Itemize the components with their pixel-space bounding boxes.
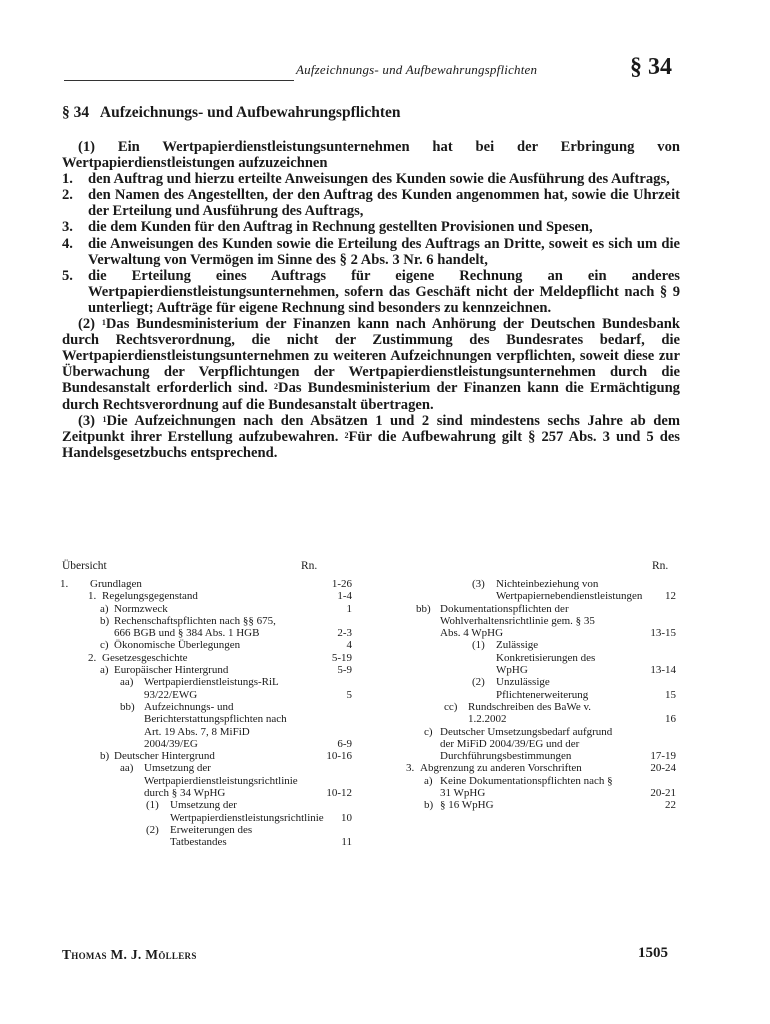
running-head-title: Aufzeichnungs- und Aufbewahrungspflichten	[296, 62, 538, 77]
para2: (2) $^1$Das Bundesministerium der Finanzen kann nach Anhörung der Deutschen Bundesbank durch Rechtsverordnung, die nicht der Zustimmung des Bundesrates bedarf, die Wertpapierdienstleistungsunternehmen zu weiteren Aufzeichnungen verpflichten, soweit diese zur Überwachung der Verpflichtungen der Wertpapierdienstleistungsunternehmen durch die Bundesanstalt erforderlich sind. $^2$Das Bundesministerium der Finanzen kann die Ermächtigung durch Rechtsverordnung auf die Bundesanstalt übertragen.	[62, 316, 680, 413]
toc-entry: b) Deutscher Hintergrund 10-16	[100, 750, 352, 763]
overview-left-column	[62, 578, 352, 849]
toc-entry: a) Normzweck 1	[100, 602, 352, 615]
toc-entry: 3. Abgrenzung zu anderen Vorschriften 20-24	[406, 762, 676, 775]
rn-label-left: Rn.	[301, 560, 318, 572]
list-item: 1. den Auftrag und hierzu erteilte Anweisungen des Kunden sowie die Ausführung des Auftrags,	[62, 171, 670, 188]
section-title	[62, 104, 401, 122]
list-item: 3. die dem Kunden für den Auftrag in Rechnung gestellten Provisionen und Spesen,	[62, 219, 593, 236]
statute-text	[62, 139, 680, 461]
toc-entry: (1) Zulässige Konkretisierungen des WpHG 13-14	[472, 639, 676, 677]
para1-intro: (1) Ein Wertpapierdienstleistungsunternehmen hat bei der Erbringung von Wertpapierdienstleistungen aufzuzeichnen	[62, 139, 680, 172]
toc-entry: 1. Regelungsgegenstand 1-4	[88, 590, 352, 603]
toc-entry: aa) Umsetzung der Wertpapierdienstleistungsrichtlinie durch § 34 WpHG 10-12	[120, 762, 352, 800]
page-number: 1505	[638, 945, 668, 961]
toc-entry: 1. Grundlagen 1-26	[60, 578, 352, 590]
author-name: Thomas M. J. Möllers	[62, 947, 197, 962]
toc-entry: (1) Umsetzung der Wertpapierdienstleistungsrichtlinie 10	[146, 799, 352, 824]
overview-right-column	[406, 578, 676, 812]
rn-label-right: Rn.	[652, 560, 669, 572]
para3: (3) $^1$Die Aufzeichnungen nach den Absätzen 1 und 2 sind mindestens sechs Jahre ab dem Zeitpunkt ihrer Erstellung aufzubewahren. $^2$Für die Aufbewahrung gilt § 257 Abs. 3 und 5 des Handelsgesetzbuchs entsprechend.	[62, 412, 680, 461]
overview-heading: Übersicht	[62, 560, 107, 572]
list-item: 2. den Namen des Angestellten, der den Auftrag des Kunden angenommen hat, sowie die Uhrzeit der Erteilung und Ausführung des Auftrags,	[62, 187, 680, 220]
toc-entry: c) Ökonomische Überlegungen 4	[100, 639, 352, 652]
section-number: § 34	[62, 104, 90, 121]
list-item: 5. die Erteilung eines Auftrags für eigene Rechnung an ein anderes Wertpapierdienstleistungsunternehmen, sofern das Geschäft nicht der Meldepflicht nach § 9 unterliegt; Aufträge für eigene Rechnung sind besonders zu kennzeichnen.	[62, 267, 680, 316]
toc-entry: (2) Erweiterungen des Tatbestandes 11	[146, 823, 352, 849]
list-item: 4. die Anweisungen des Kunden sowie die Erteilung des Auftrags an Dritte, soweit es sich um die Verwaltung von Vermögen im Sinne des § 2 Abs. 3 Nr. 6 handelt,	[62, 235, 680, 268]
toc-entry: bb) Dokumentationspflichten der Wohlverhaltensrichtlinie gem. § 35 Abs. 4 WpHG 13-15	[416, 602, 676, 640]
header-rule	[64, 80, 294, 81]
toc-entry: cc) Rundschreiben des BaWe v. 1.2.2002 16	[444, 700, 676, 726]
toc-entry: a) Europäischer Hintergrund 5-9	[100, 664, 352, 677]
toc-entry: aa) Wertpapierdienstleistungs-RiL 93/22/EWG 5	[120, 676, 352, 701]
section-heading: Aufzeichnungs- und Aufbewahrungspflichten	[99, 104, 401, 121]
toc-entry: (3) Nichteinbeziehung von Wertpapiernebendienstleistungen 12	[472, 578, 676, 603]
toc-entry: b) § 16 WpHG 22	[424, 799, 676, 812]
toc-entry: bb) Aufzeichnungs- und Berichterstattungspflichten nach Art. 19 Abs. 7, 8 MiFiD 2004/39/EG 6-9	[120, 700, 352, 750]
toc-entry: b) Rechenschaftspflichten nach §§ 675, 666 BGB und § 384 Abs. 1 HGB 2-3	[100, 614, 352, 640]
toc-entry: c) Deutscher Umsetzungsbedarf aufgrund der MiFiD 2004/39/EG und der Durchführungsbestimmungen 17-19	[424, 725, 676, 763]
running-head-section: § 34	[630, 54, 672, 80]
toc-entry: (2) Unzulässige Pflichtenerweiterung 15	[472, 676, 676, 701]
toc-entry: a) Keine Dokumentationspflichten nach § 31 WpHG 20-21	[424, 774, 676, 800]
toc-entry: 2. Gesetzesgeschichte 5-19	[88, 651, 352, 664]
